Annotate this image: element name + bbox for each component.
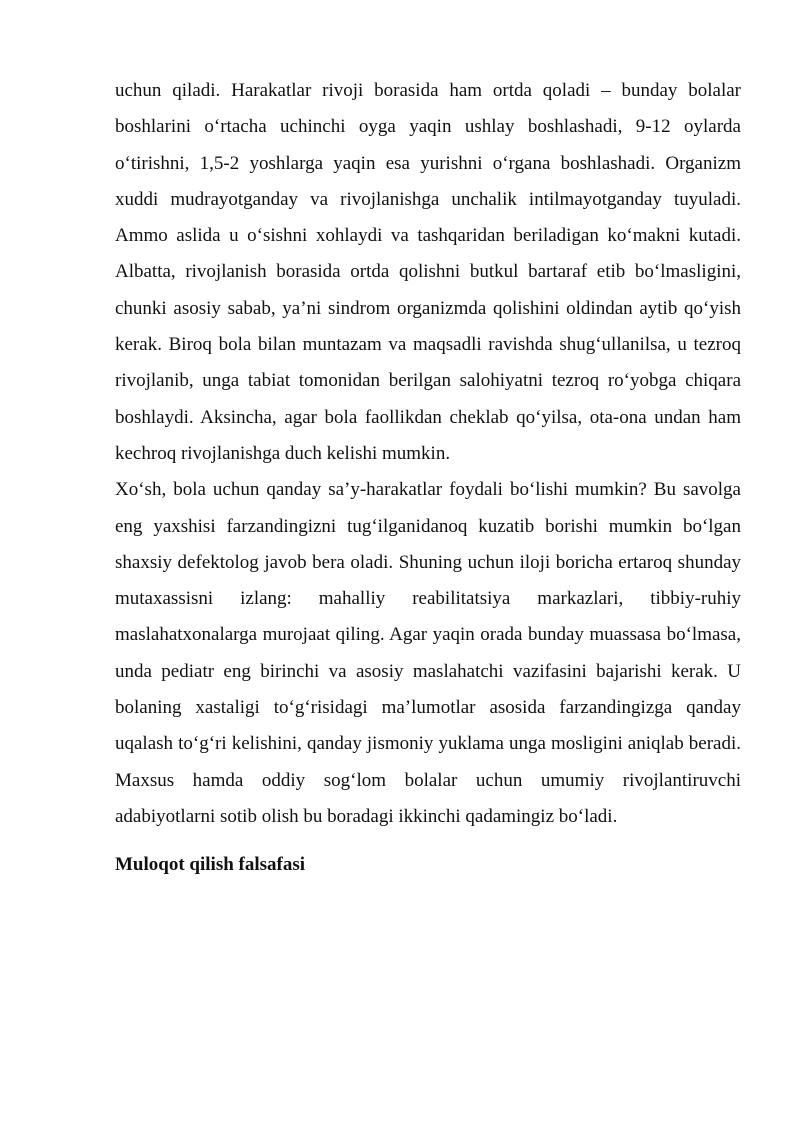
document-page — [115, 73, 741, 883]
paragraph-helpful-efforts: Xo‘sh, bola uchun qanday sa’y-harakatlar foydali bo‘lishi mumkin? Bu savolga eng yaxshisi farzandingizni tug‘ilganidanoq kuzatib borishi mumkin bo‘lgan shaxsiy defektolog javob bera oladi. Shuning uchun iloji boricha ertaroq shunday mutaxassisni izlang: mahalliy reabilitatsiya markazlari, tibbiy-ruhiy maslahatxonalarga murojaat qiling. Agar yaqin orada bunday muassasa bo‘lmasa, unda pediatr eng birinchi va asosiy maslahatchi vazifasini bajarishi kerak. U bolaning xastaligi to‘g‘risidagi ma’lumotlar asosida farzandingizga qanday uqalash to‘g‘ri kelishini, qanday jismoniy yuklama unga mosligini aniqlab beradi. Maxsus hamda oddiy sog‘lom bolalar uchun umumiy rivojlantiruvchi adabiyotlarni sotib olish bu boradagi ikkinchi qadamingiz bo‘ladi. — [115, 479, 741, 827]
paragraph-development-delay: uchun qiladi. Harakatlar rivoji borasida ham ortda qoladi – bunday bolalar boshlarini o‘rtacha uchinchi oyga yaqin ushlay boshlashadi, 9-12 oylarda o‘tirishni, 1,5-2 yoshlarga yaqin esa yurishni o‘rgana boshlashadi. Organizm xuddi mudrayotganday va rivojlanishga unchalik intilmayotganday tuyuladi. Ammo aslida u o‘sishni xohlaydi va tashqaridan beriladigan ko‘makni kutadi. Albatta, rivojlanish borasida ortda qolishni butkul bartaraf etib bo‘lmasligini, chunki asosiy sabab, ya’ni sindrom organizmda qolishini oldindan aytib qo‘yish kerak. Biroq bola bilan muntazam va maqsadli ravishda shug‘ullanilsa, u tezroq rivojlanib, unga tabiat tomonidan berilgan salohiyatni tezroq ro‘yobga chiqara boshlaydi. Aksincha, agar bola faollikdan cheklab qo‘yilsa, ota-ona undan ham kechroq rivojlanishga duch kelishi mumkin. — [115, 80, 741, 464]
section-heading: Muloqot qilish falsafasi — [115, 854, 306, 876]
